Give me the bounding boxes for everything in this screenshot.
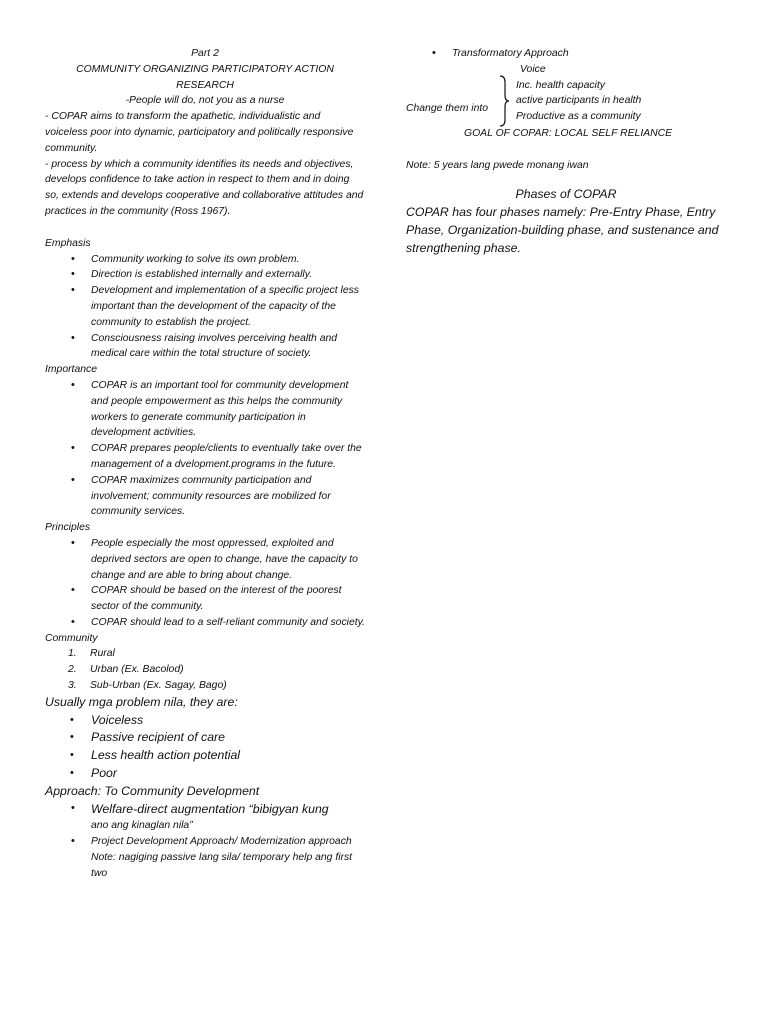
approach-list [45, 801, 365, 882]
list-item: • Passive recipient of care [45, 729, 365, 747]
importance-heading: Importance [45, 364, 97, 376]
phases-title: Phases of COPAR [515, 187, 617, 202]
part-label: Part 2 [191, 48, 219, 59]
change-item: active participants in health [516, 95, 642, 107]
intro-paragraph-1: - COPAR aims to transform the apathetic, individualistic and voiceless poor into dynamic, participatory and politically responsive community. [45, 111, 354, 154]
list-item: • COPAR prepares people/clients to eventually take over the management of a dvelopment.programs in the future. [45, 441, 365, 473]
right-column [406, 46, 746, 257]
list-item: 3. Sub-Urban (Ex. Sagay, Bago) [68, 680, 227, 692]
approach-note: Note: nagiging passive lang sila/ temporary help ang first two [91, 852, 353, 879]
list-item: 2. Urban (Ex. Bacolod) [68, 664, 184, 676]
list-item: • Consciousness raising involves perceiving health and medical care within the total structure of society. [45, 331, 365, 363]
change-item: Productive as a community [516, 111, 641, 123]
list-item [45, 801, 365, 835]
intro-paragraph-2: - process by which a community identifies its needs and objectives, develops confidence to take action in respect to them and in doing so, extends and develops cooperative and collaborative attitudes and practices in the community (Ross 1967). [45, 158, 364, 217]
list-item: • COPAR is an important tool for community development and people empowerment as this helps the community workers to generate community participation in development activities. [45, 378, 365, 441]
phases-body: COPAR has four phases namely: Pre-Entry Phase, Entry Phase, Organization-building phase, and sustenance and strengthening phase. [406, 205, 719, 256]
list-item: • COPAR should lead to a self-reliant community and society. [45, 615, 365, 631]
welfare-line-a: • Welfare-direct augmentation “bibigyan kung [91, 801, 329, 816]
change-label: Change them into [406, 102, 489, 114]
note: Note: 5 years lang pwede monang iwan [406, 159, 589, 171]
title-line-1: COMMUNITY ORGANIZING PARTICIPATORY ACTION [76, 63, 334, 75]
emphasis-heading: Emphasis [45, 237, 91, 249]
importance-list [45, 378, 365, 520]
community-list [45, 646, 365, 693]
principles-list [45, 536, 365, 631]
problems-list [45, 712, 365, 783]
curly-brace-icon [498, 75, 510, 127]
approach-heading: Approach: To Community Development [45, 783, 260, 798]
change-items [516, 62, 641, 125]
community-heading: Community [45, 632, 98, 644]
transformatory-list [406, 46, 746, 62]
list-item: • Poor [45, 765, 365, 783]
list-item: • Transformatory Approach [406, 46, 746, 62]
welfare-line-b: ano ang kinaglan nila” [91, 820, 193, 832]
left-column [45, 46, 365, 882]
emphasis-list [45, 252, 365, 363]
list-item: • COPAR should be based on the interest of the poorest sector of the community. [45, 583, 365, 615]
problems-heading: Usually mga problem nila, they are: [45, 694, 238, 709]
list-item: • Less health action potential [45, 747, 365, 765]
principles-heading: Principles [45, 522, 91, 534]
list-item: • Voiceless [45, 712, 365, 730]
list-item: • Development and implementation of a specific project less important than the development of the capacity of the community to establish the project. [45, 283, 365, 330]
title-line-2: RESEARCH [176, 79, 234, 91]
goal-statement: GOAL OF COPAR: LOCAL SELF RELIANCE [464, 127, 673, 139]
change-item: Voice [520, 63, 546, 75]
project-approach: • Project Development Approach/ Modernization approach [91, 836, 352, 848]
list-item: • People especially the most oppressed, exploited and deprived sectors are open to change, have the capacity to change and are able to bring about change. [45, 536, 365, 583]
change-item: Inc. health capacity [516, 79, 605, 91]
list-item: • COPAR maximizes community participation and involvement; community resources are mobilized for community services. [45, 473, 365, 520]
tagline: -People will do, not you as a nurse [125, 95, 285, 107]
list-item: 1. Rural [68, 648, 115, 660]
list-item: • Direction is established internally and externally. [45, 267, 365, 283]
change-block [406, 62, 746, 126]
list-item [45, 834, 365, 881]
list-item: • Community working to solve its own problem. [45, 252, 365, 268]
